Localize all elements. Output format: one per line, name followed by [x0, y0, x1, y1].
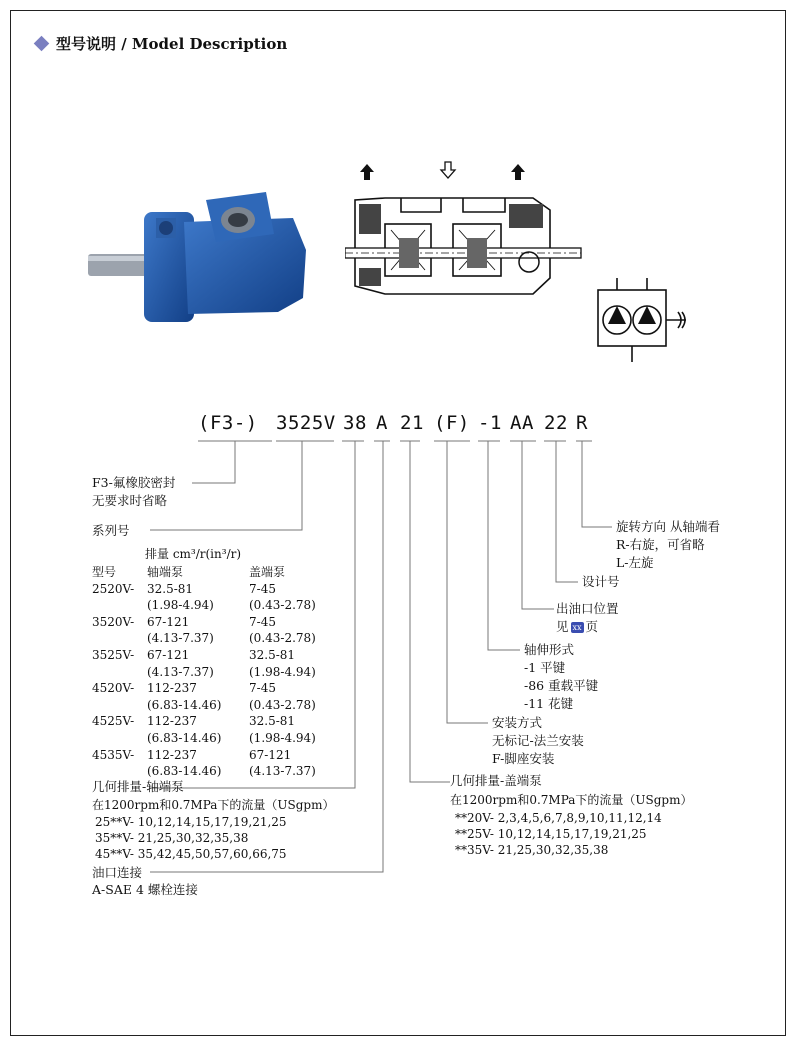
series-model: 4525V- — [92, 714, 135, 729]
code-seal: (F3-) — [198, 412, 258, 434]
cover-pump-row: **35V- 21,25,30,32,35,38 — [455, 843, 609, 857]
series-row-inch — [92, 697, 316, 714]
series-shaft-in: (1.98-4.94) — [147, 598, 214, 613]
rotation-desc: 旋转方向 从轴端看 R-右旋，可省略 L-左旋 — [616, 519, 720, 570]
shaft-pump-rows — [95, 814, 287, 862]
series-model: 2520V- — [92, 581, 135, 596]
page-ref-badge: xx — [572, 623, 582, 632]
code-design: 22 — [544, 412, 568, 434]
series-cover-in: (1.98-4.94) — [249, 730, 316, 745]
cover-pump-rows — [455, 810, 662, 858]
series-row — [92, 747, 316, 764]
code-port: A — [376, 412, 388, 434]
shaft-pump-flow: 在1200rpm和0.7MPa下的流量（USgpm） — [92, 798, 335, 812]
series-cover-in: (1.98-4.94) — [249, 664, 316, 679]
series-row — [92, 713, 316, 730]
series-cover: 32.5-81 — [249, 647, 296, 662]
mounting-desc: 安装方式 无标记-法兰安装 F-脚座安装 — [492, 715, 584, 766]
shaft-pump-row: 25**V- 10,12,14,15,17,19,21,25 — [95, 815, 287, 829]
code-mounting: (F) — [434, 412, 470, 434]
cover-pump-label: 几何排量-盖端泵 — [450, 773, 542, 788]
displacement-header: 排量 cm³/r(in³/r) — [145, 547, 242, 561]
col-model: 型号 — [92, 565, 117, 579]
series-row — [92, 614, 316, 631]
series-model: 3525V- — [92, 647, 135, 662]
series-shaft: 32.5-81 — [147, 581, 194, 596]
col-cover: 盖端泵 — [249, 565, 286, 579]
series-row — [92, 581, 316, 598]
cover-pump-row: **20V- 2,3,4,5,6,7,8,9,10,11,12,14 — [455, 811, 662, 825]
code-shaft-type: -1 — [478, 412, 502, 434]
series-cover-in: (0.43-2.78) — [249, 598, 316, 613]
title-text: 型号说明 / Model Description — [56, 35, 288, 53]
shaft-pump-label: 几何排量-轴端泵 — [92, 779, 184, 794]
seal-desc: F3-氟橡胶密封 无要求时省略 — [92, 475, 176, 508]
series-cover: 7-45 — [249, 614, 276, 629]
port-value: A-SAE 4 螺栓连接 — [92, 882, 198, 897]
series-cover: 7-45 — [249, 581, 276, 596]
series-shaft-in: (4.13-7.37) — [147, 664, 214, 679]
series-model: 3520V- — [92, 614, 135, 629]
shaft-pump-row: 45**V- 35,42,45,50,57,60,66,75 — [95, 847, 287, 861]
series-shaft: 67-121 — [147, 614, 190, 629]
series-cover-in: (0.43-2.78) — [249, 631, 316, 646]
series-cover: 7-45 — [249, 681, 276, 696]
series-shaft: 112-237 — [147, 681, 197, 696]
shaft-type-desc: 轴伸形式 -1 平键 -86 重载平键 -11 花键 — [524, 642, 599, 711]
cover-pump-row: **25V- 10,12,14,15,17,19,21,25 — [455, 827, 647, 841]
series-model: 4535V- — [92, 747, 135, 762]
series-shaft: 67-121 — [147, 647, 190, 662]
series-shaft-in: (6.83-14.46) — [147, 764, 222, 779]
series-shaft-in: (6.83-14.46) — [147, 697, 222, 712]
series-row — [92, 680, 316, 697]
series-row-inch — [92, 730, 316, 747]
series-row-inch — [92, 630, 316, 647]
series-label: 系列号 — [92, 523, 130, 538]
series-cover: 67-121 — [249, 747, 292, 762]
series-row-inch — [92, 597, 316, 614]
shaft-pump-row: 35**V- 21,25,30,32,35,38 — [95, 831, 249, 845]
series-table — [92, 564, 316, 780]
series-shaft-in: (6.83-14.46) — [147, 730, 222, 745]
code-shaft-displacement: 38 — [343, 412, 367, 434]
series-row — [92, 647, 316, 664]
series-model: 4520V- — [92, 681, 135, 696]
series-cover-in: (0.43-2.78) — [249, 697, 316, 712]
series-shaft: 112-237 — [147, 747, 197, 762]
code-cover-displacement: 21 — [400, 412, 424, 434]
design-label: 设计号 — [582, 574, 620, 589]
code-rotation: R — [576, 412, 588, 434]
series-shaft: 112-237 — [147, 714, 197, 729]
series-cover-in: (4.13-7.37) — [249, 764, 316, 779]
series-row-inch — [92, 664, 316, 681]
port-label: 油口连接 — [92, 865, 143, 880]
code-outlet: AA — [510, 412, 534, 434]
series-cover: 32.5-81 — [249, 714, 296, 729]
code-series: 3525V — [276, 412, 336, 434]
outlet-desc: 出油口位置 见 xx 页 — [556, 601, 619, 634]
col-shaft: 轴端泵 — [147, 565, 184, 579]
series-shaft-in: (4.13-7.37) — [147, 631, 214, 646]
cover-pump-flow: 在1200rpm和0.7MPa下的流量（USgpm） — [450, 793, 693, 807]
